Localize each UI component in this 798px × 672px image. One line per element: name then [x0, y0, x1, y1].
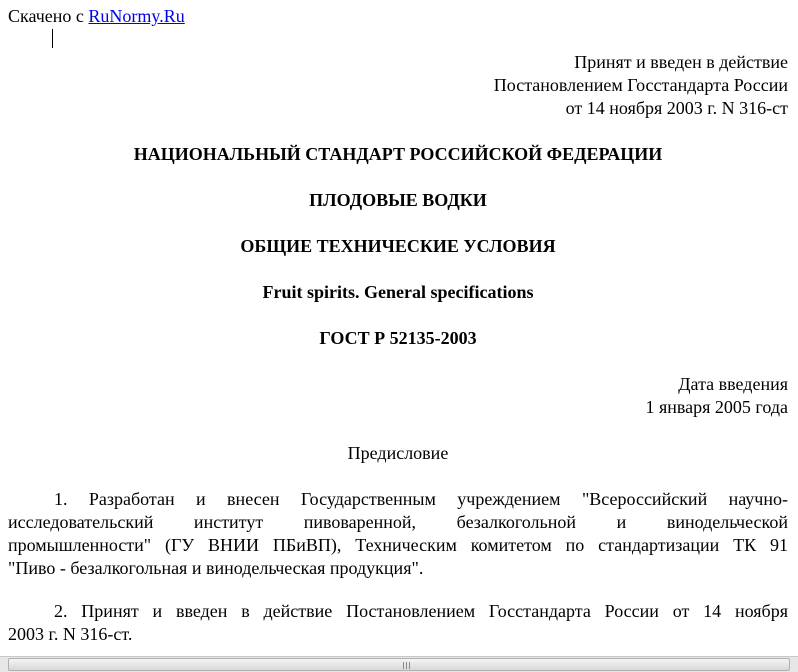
- document-page: [8, 0, 788, 656]
- english-title: Fruit spirits. General specifications: [262, 282, 534, 302]
- adoption-line-3: от 14 ноября 2003 г. N 316-ст: [565, 98, 788, 118]
- document-subtitle: ОБЩИЕ ТЕХНИЧЕСКИЕ УСЛОВИЯ: [240, 236, 556, 256]
- runormy-link[interactable]: RuNormy.Ru: [88, 6, 185, 26]
- preface-heading: Предисловие: [347, 443, 449, 463]
- download-prefix: Скачено с: [8, 6, 89, 26]
- preface-p1-line-4: "Пиво - безалкогольная и винодельческая продукция".: [8, 558, 424, 578]
- text-cursor: [52, 29, 53, 48]
- standard-code: ГОСТ Р 52135-2003: [319, 328, 477, 348]
- document-title: ПЛОДОВЫЕ ВОДКИ: [309, 190, 487, 210]
- adoption-line-2: Постановлением Госстандарта России: [493, 75, 788, 95]
- preface-p2-line-2: 2003 г. N 316-ст.: [8, 624, 133, 644]
- preface-p1-line-3: промышленности" (ГУ ВНИИ ПБиВП), Техническим комитетом по стандартизации ТК 91: [8, 535, 788, 555]
- preface-p2-line-1: 2. Принят и введен в действие Постановлением Госстандарта России от 14 ноября: [54, 601, 788, 621]
- scrollbar-thumb[interactable]: [8, 658, 790, 671]
- preface-p1-line-2: исследовательский институт пивоваренной, безалкогольной и винодельческой: [8, 512, 788, 532]
- preface-p1-line-1: 1. Разработан и внесен Государственным учреждением "Всероссийский научно-: [54, 489, 788, 509]
- download-source-line: [8, 5, 788, 27]
- scrollbar-grip-icon: [403, 662, 411, 669]
- horizontal-scrollbar[interactable]: [0, 656, 798, 672]
- adoption-line-1: Принят и введен в действие: [574, 52, 788, 72]
- national-standard-heading: НАЦИОНАЛЬНЫЙ СТАНДАРТ РОССИЙСКОЙ ФЕДЕРАЦИИ: [133, 144, 663, 164]
- effective-date-value: 1 января 2005 года: [645, 397, 788, 417]
- effective-date-label: Дата введения: [678, 374, 788, 394]
